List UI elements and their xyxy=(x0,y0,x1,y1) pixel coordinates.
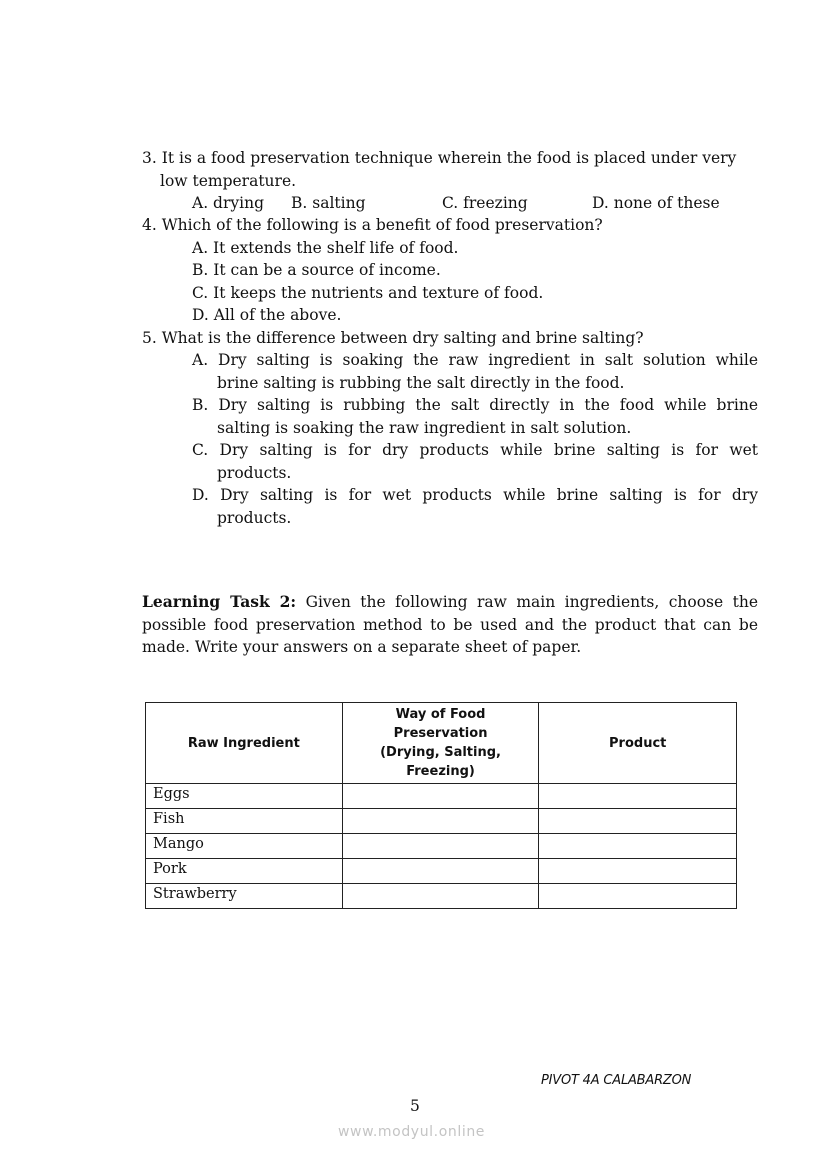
task-label: Learning Task 2: xyxy=(142,592,297,611)
header-way-of-preservation xyxy=(342,703,539,784)
preservation-answer-cell[interactable] xyxy=(342,884,539,909)
q3-option-c: C. freezing xyxy=(442,194,528,212)
q4-stem: 4. Which of the following is a benefit of food preservation? xyxy=(142,216,603,234)
q3-option-d: D. none of these xyxy=(592,194,720,212)
task-instructions-line3: made. Write your answers on a separate sheet of paper. xyxy=(142,638,582,656)
task-line1-text: Given the following raw main ingredients, choose the xyxy=(296,593,758,611)
q5-stem: 5. What is the difference between dry salting and brine salting? xyxy=(142,329,644,347)
task-instructions-line2: possible food preservation method to be used and the product that can be xyxy=(142,616,758,634)
table-row xyxy=(146,809,737,834)
preservation-answer-cell[interactable] xyxy=(342,834,539,859)
table-row xyxy=(146,834,737,859)
q5-option-d-line1: D. Dry salting is for wet products while brine salting is for dry xyxy=(192,486,758,504)
header-way-line3: (Drying, Salting, xyxy=(380,745,501,760)
page-number: 5 xyxy=(410,1097,420,1115)
q5-option-b-line2: salting is soaking the raw ingredient in salt solution. xyxy=(217,419,632,437)
header-way-line1: Way of Food xyxy=(395,707,486,722)
q3-option-b: B. salting xyxy=(291,194,366,212)
table-row xyxy=(146,784,737,809)
q3-stem-line2: low temperature. xyxy=(160,172,297,190)
table-header-row xyxy=(146,703,737,784)
q4-option-b: B. It can be a source of income. xyxy=(192,261,441,279)
q3-option-a: A. drying xyxy=(192,194,264,212)
table-row xyxy=(146,884,737,909)
q5-option-a-line1: A. Dry salting is soaking the raw ingredient in salt solution while xyxy=(192,351,758,369)
header-raw-ingredient: Raw Ingredient xyxy=(146,703,343,784)
task-instructions-line1 xyxy=(142,591,758,614)
header-product: Product xyxy=(539,703,737,784)
answer-table xyxy=(145,702,737,909)
q5-option-b-line1: B. Dry salting is rubbing the salt directly in the food while brine xyxy=(192,396,758,414)
q5-option-c-line1: C. Dry salting is for dry products while brine salting is for wet xyxy=(192,441,758,459)
product-answer-cell[interactable] xyxy=(539,859,737,884)
watermark: www.modyul.online xyxy=(338,1124,486,1140)
q3-stem-line1: 3. It is a food preservation technique wherein the food is placed under very xyxy=(142,149,737,167)
product-answer-cell[interactable] xyxy=(539,834,737,859)
table-row xyxy=(146,859,737,884)
ingredient-cell: Mango xyxy=(146,834,343,859)
preservation-answer-cell[interactable] xyxy=(342,859,539,884)
q4-option-a: A. It extends the shelf life of food. xyxy=(192,239,459,257)
q4-option-d: D. All of the above. xyxy=(192,306,342,324)
ingredient-cell: Pork xyxy=(146,859,343,884)
product-answer-cell[interactable] xyxy=(539,809,737,834)
ingredient-cell: Eggs xyxy=(146,784,343,809)
q5-option-d-line2: products. xyxy=(217,509,292,527)
footer-organization: PIVOT 4A CALABARZON xyxy=(541,1073,692,1088)
q5-option-a-line2: brine salting is rubbing the salt directly in the food. xyxy=(217,374,625,392)
header-way-line4: Freezing) xyxy=(406,764,475,779)
product-answer-cell[interactable] xyxy=(539,884,737,909)
product-answer-cell[interactable] xyxy=(539,784,737,809)
q5-option-c-line2: products. xyxy=(217,464,292,482)
ingredient-cell: Fish xyxy=(146,809,343,834)
ingredient-cell: Strawberry xyxy=(146,884,343,909)
header-way-line2: Preservation xyxy=(393,726,488,741)
q4-option-c: C. It keeps the nutrients and texture of food. xyxy=(192,284,544,302)
preservation-answer-cell[interactable] xyxy=(342,784,539,809)
preservation-answer-cell[interactable] xyxy=(342,809,539,834)
